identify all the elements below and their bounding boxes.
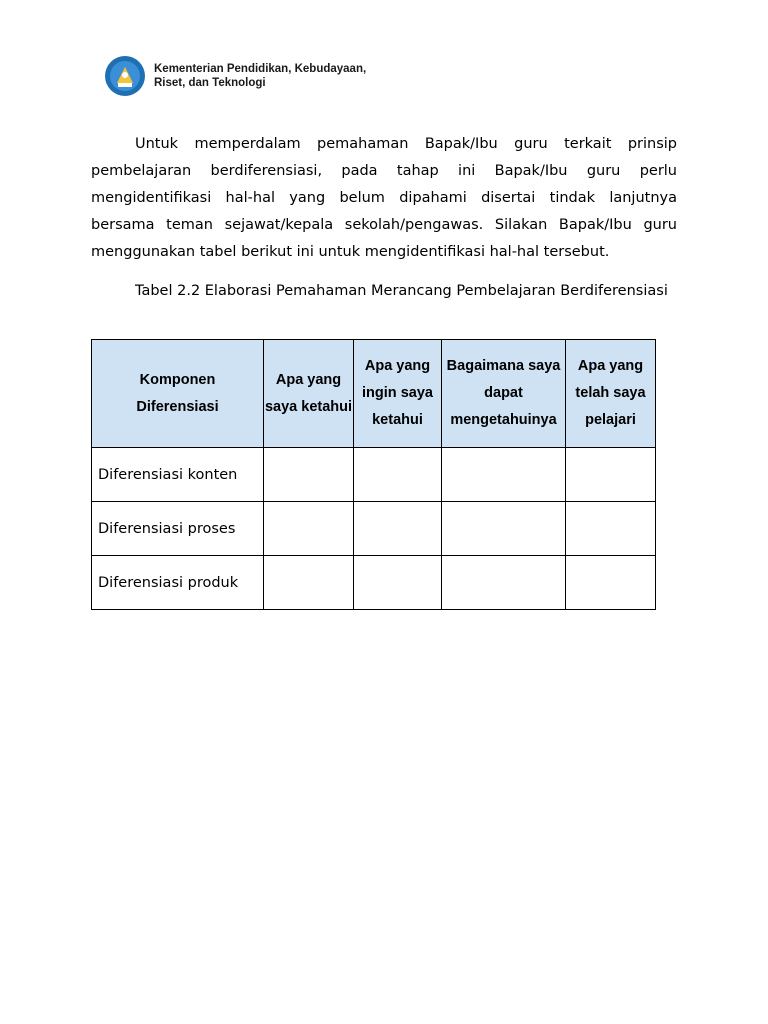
row-label-proses: Diferensiasi proses	[92, 502, 264, 556]
table-cell[interactable]	[442, 556, 566, 610]
table-cell[interactable]	[566, 556, 656, 610]
table-caption: Tabel 2.2 Elaborasi Pemahaman Merancang Pembelajaran Berdiferensiasi	[135, 283, 668, 299]
table-cell[interactable]	[264, 556, 354, 610]
elaboration-table	[91, 339, 656, 610]
table-cell[interactable]	[354, 448, 442, 502]
table-cell[interactable]	[566, 448, 656, 502]
table-cell[interactable]	[354, 502, 442, 556]
table-row	[92, 502, 656, 556]
column-header-ketahui: Apa yang saya ketahui	[264, 340, 354, 448]
table-cell[interactable]	[264, 448, 354, 502]
column-header-komponen: Komponen Diferensiasi	[92, 340, 264, 448]
table-cell[interactable]	[264, 502, 354, 556]
column-header-ingin-ketahui: Apa yang ingin saya ketahui	[354, 340, 442, 448]
ministry-name-line2: Riset, dan Teknologi	[154, 77, 266, 89]
table-row	[92, 556, 656, 610]
table-header-row	[92, 340, 656, 448]
intro-paragraph: Untuk memperdalam pemahaman Bapak/Ibu guru terkait prinsip pembelajaran berdiferensiasi, pada tahap ini Bapak/Ibu guru perlu mengidentifikasi hal-hal yang belum dipahami disertai tindak lanjutnya bersama teman sejawat/kepala sekolah/pengawas. Silakan Bapak/Ibu guru menggunakan tabel berikut ini untuk mengidentifikasi hal-hal tersebut.	[91, 136, 677, 260]
ministry-header	[104, 53, 384, 99]
column-header-bagaimana: Bagaimana saya dapat mengetahuinya	[442, 340, 566, 448]
ministry-name	[154, 62, 384, 90]
row-label-produk: Diferensiasi produk	[92, 556, 264, 610]
row-label-konten: Diferensiasi konten	[92, 448, 264, 502]
table-row	[92, 448, 656, 502]
ministry-logo-icon	[104, 53, 146, 99]
ministry-name-line1: Kementerian Pendidikan, Kebudayaan,	[154, 63, 367, 75]
table-cell[interactable]	[442, 448, 566, 502]
table-cell[interactable]	[354, 556, 442, 610]
table-cell[interactable]	[442, 502, 566, 556]
table-cell[interactable]	[566, 502, 656, 556]
column-header-pelajari: Apa yang telah saya pelajari	[566, 340, 656, 448]
